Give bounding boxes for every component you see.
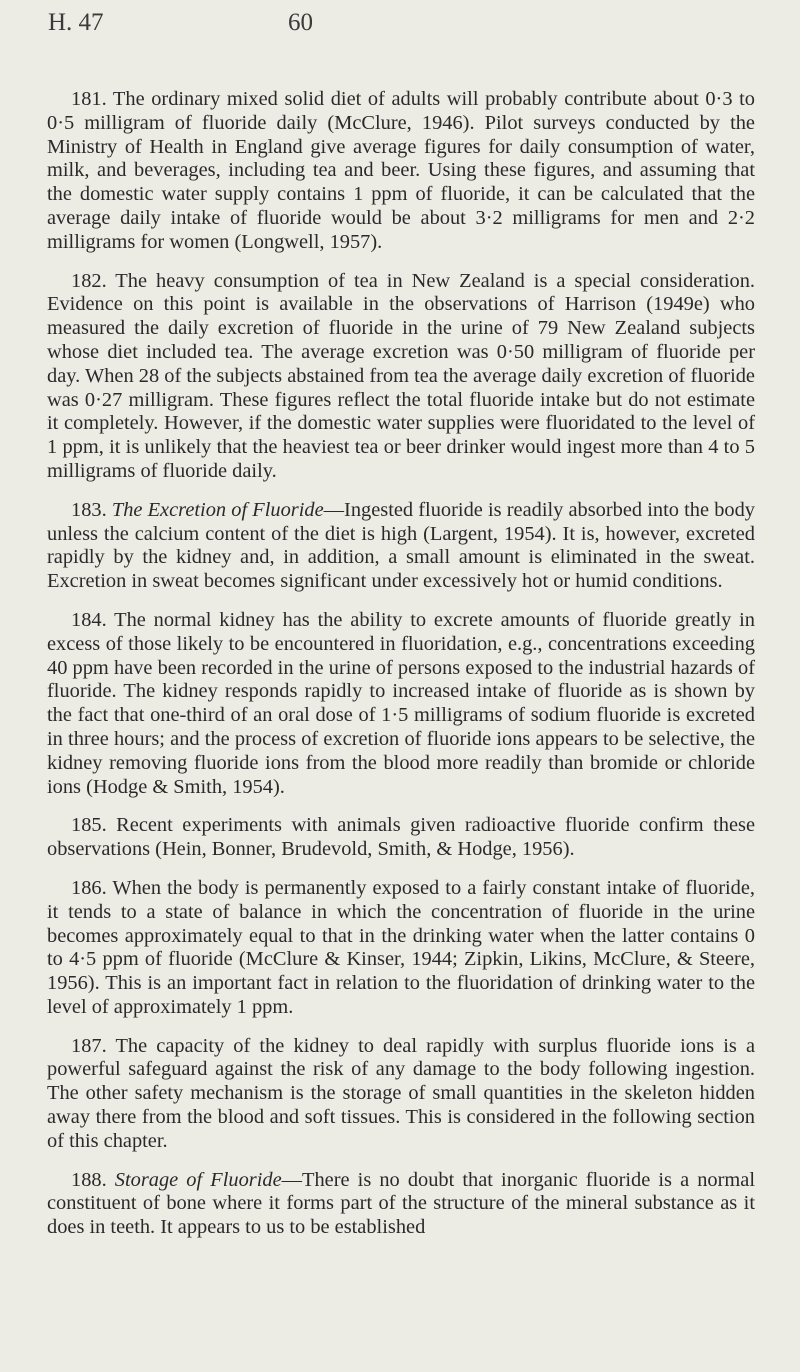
body-text — [47, 88, 755, 1255]
paragraph-188 — [47, 1169, 755, 1240]
section-heading: The Excretion of Fluoride — [111, 498, 324, 521]
paragraph-184: 184. The normal kidney has the ability to excrete amounts of fluoride greatly in excess of those likely to be encountered in fluoridation, e.g., concentrations exceeding 40 ppm have been recorded in the urine of persons exposed to the industrial hazards of fluoride. The kidney responds rapidly to increased intake of fluoride as is shown by the fact that one-third of an oral dose of 1·5 milligrams of sodium fluoride is excreted in three hours; and the process of excretion of fluoride ions appears to be selective, the kidney removing fluoride ions from the blood more readily than bromide or chloride ions (Hodge & Smith, 1954). — [47, 608, 755, 798]
paragraph-185: 185. Recent experiments with animals given radioactive fluoride confirm these observations (Hein, Bonner, Brudevold, Smith, & Hodge, 1956). — [47, 814, 755, 861]
paragraph-text: —Ingested fluoride is readily absorbed into the body unless the calcium content of the diet is high (Largent, 1954). It is, however, excreted rapidly by the kidney and, in addition, a small amount is eliminated in the sweat. Excretion in sweat becomes significant under excessively hot or humid conditions. — [47, 498, 755, 593]
paragraph-182: 182. The heavy consumption of tea in New Zealand is a special consideration. Evidence on this point is available in the observations of Harrison (1949e) who measured the daily excretion of fluoride in the urine of 79 New Zealand subjects whose diet included tea. The average excretion was 0·50 milligram of fluoride per day. When 28 of the subjects abstained from tea the average daily excretion of fluoride was 0·27 milligram. These figures reflect the total fluoride intake but do not estimate it completely. However, if the domestic water supplies were fluoridated to the level of 1 ppm, it is unlikely that the heaviest tea or beer drinker would ingest more than 4 to 5 milligrams of fluoride daily. — [47, 269, 755, 482]
paragraph-number: 183. — [71, 498, 107, 521]
page-number: 60 — [288, 9, 313, 36]
paragraph-187: 187. The capacity of the kidney to deal rapidly with surplus fluoride ions is a powerful safeguard against the risk of any damage to the body following ingestion. The other safety mechanism is the storage of small quantities in the skeleton hidden away there from the blood and soft tissues. This is considered in the following section of this chapter. — [47, 1034, 755, 1152]
document-reference: H. 47 — [48, 9, 104, 36]
paragraph-number: 188. — [71, 1168, 107, 1191]
paragraph-183 — [47, 499, 755, 594]
page-header — [48, 6, 448, 40]
paragraph-186: 186. When the body is permanently exposed to a fairly constant intake of fluoride, it tends to a state of balance in which the concentration of fluoride in the urine becomes approximately equal to that in the drinking water when the latter contains 0 to 4·5 ppm of fluoride (McClure & Kinser, 1944; Zipkin, Likins, McClure, & Steere, 1956). This is an important fact in relation to the fluoridation of drinking water to the level of approximately 1 ppm. — [47, 876, 755, 1018]
section-heading: Storage of Fluoride — [114, 1168, 282, 1191]
paragraph-181: 181. The ordinary mixed solid diet of adults will probably contribute about 0·3 to 0·5 milligram of fluoride daily (McClure, 1946). Pilot surveys conducted by the Ministry of Health in England give average figures for daily consumption of water, milk, and beverages, including tea and beer. Using these figures, and assuming that the domestic water supply contains 1 ppm of fluoride, it can be calculated that the average daily intake of fluoride would be about 3·2 milligrams for men and 2·2 milligrams for women (Longwell, 1957). — [47, 88, 755, 253]
paragraph-text: —There is no doubt that inorganic fluoride is a normal constituent of bone where it forms part of the structure of the mineral substance as it does in teeth. It appears to us to be established — [47, 1168, 755, 1239]
